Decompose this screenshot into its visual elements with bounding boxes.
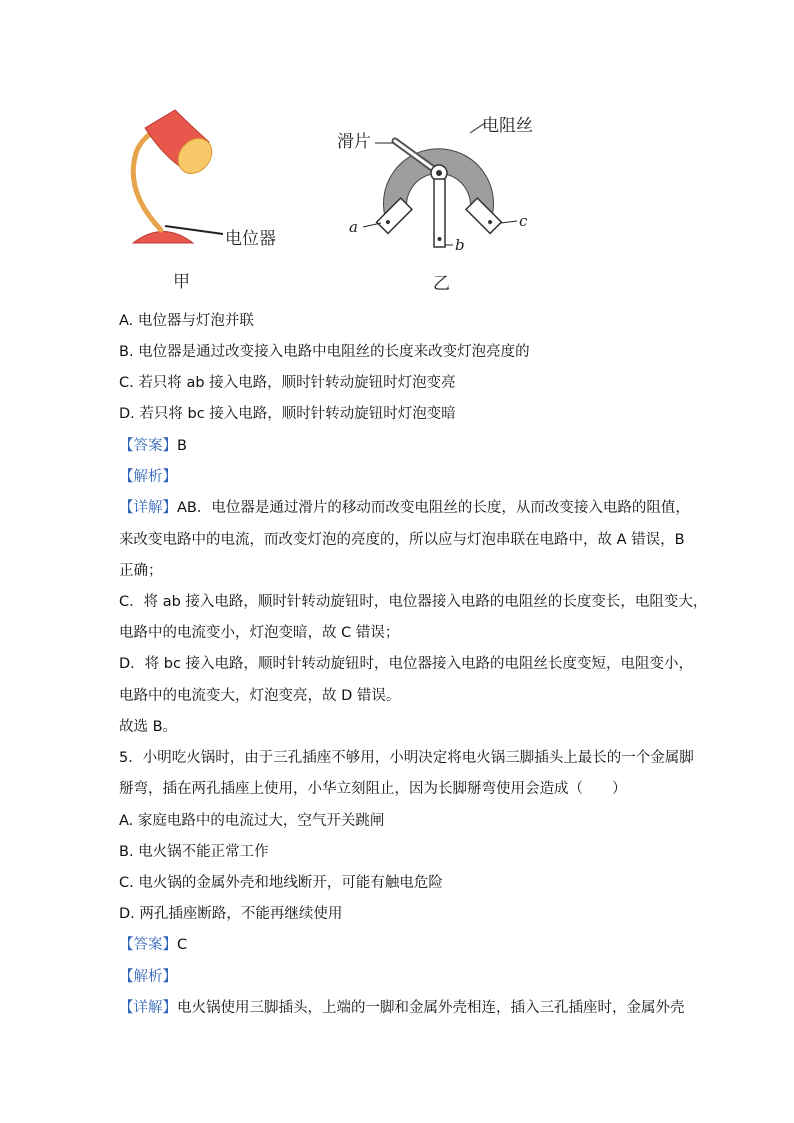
answer-value: C [177,937,188,953]
q4-detail-line-1 [119,498,690,518]
q4-detail-line-7: 电路中的电流变大，灯泡变亮，故 D 错误。 [119,688,401,704]
detail-tag: 【详解】 [119,1000,177,1016]
detail-text: AB．电位器是通过滑片的移动而改变电阻丝的长度，从而改变接入电路的阻值， [177,500,690,516]
slider-label: 滑片 [337,132,371,152]
lamp-label: 电位器 [225,229,276,249]
q4-detail-line-4: C．将 ab 接入电路，顺时针转动旋钮时，电位器接入电路的电阻丝的长度变长，电阻变大， [119,594,708,610]
q5-stem-line-1: 5．小明吃火锅时，由于三孔插座不够用，小明决定将电火锅三脚插头上最长的一个金属脚 [119,750,694,766]
a-leader [363,223,381,227]
q5-answer [119,935,187,955]
terminal-b-label: b [455,236,465,254]
q4-option-d: D. 若只将 bc 接入电路，顺时针转动旋钮时灯泡变暗 [119,406,456,422]
lamp-caption: 甲 [173,272,190,292]
answer-tag: 【答案】 [119,937,177,953]
q5-option-a: A. 家庭电路中的电流过大，空气开关跳闸 [119,813,385,829]
q4-conclusion: 故选 B。 [119,719,178,735]
q4-answer [119,436,187,456]
lamp-base [133,232,193,244]
wire-label: 电阻丝 [482,116,533,136]
q4-detail-line-3: 正确； [119,563,163,579]
q4-detail-line-2: 来改变电路中的电流，而改变灯泡的亮度的，所以应与灯泡串联在电路中，故 A 错误，B [119,532,685,548]
q4-option-c: C. 若只将 ab 接入电路，顺时针转动旋钮时灯泡变亮 [119,375,456,391]
detail-text: 电火锅使用三脚插头，上端的一脚和金属外壳相连，插入三孔插座时，金属外壳 [177,1000,685,1016]
terminal-a [377,198,412,233]
terminal-b [434,179,445,247]
terminal-a-label: a [349,218,358,236]
answer-tag: 【答案】 [119,438,177,454]
q4-detail-line-6: D．将 bc 接入电路，顺时针转动旋钮时，电位器接入电路的电阻丝长度变短，电阻变小， [119,656,694,672]
c-leader [501,221,517,223]
pot-caption: 乙 [433,274,450,294]
detail-tag: 【详解】 [119,500,177,516]
q5-analysis-tag: 【解析】 [119,969,177,985]
q5-option-d: D. 两孔插座断路，不能再继续使用 [119,906,343,922]
pivot-center [436,170,442,176]
q4-analysis-tag: 【解析】 [119,469,177,485]
potentiometer-figure [335,105,550,295]
q5-detail-line-1 [119,998,685,1018]
q4-option-a: A. 电位器与灯泡并联 [119,313,254,329]
q5-option-b: B. 电火锅不能正常工作 [119,844,269,860]
lamp-figure [115,100,300,295]
terminal-b-hole [438,237,442,241]
q5-option-c: C. 电火锅的金属外壳和地线断开，可能有触电危险 [119,875,443,891]
q5-stem-line-2: 掰弯，插在两孔插座上使用，小华立刻阻止，因为长脚掰弯使用会造成（ ） [119,781,627,797]
q4-option-b: B. 电位器是通过改变接入电路中电阻丝的长度来改变灯泡亮度的 [119,344,530,360]
answer-value: B [177,438,187,454]
q4-detail-line-5: 电路中的电流变小，灯泡变暗，故 C 错误； [119,625,400,641]
terminal-c [466,198,501,233]
terminal-c-label: c [519,212,528,230]
